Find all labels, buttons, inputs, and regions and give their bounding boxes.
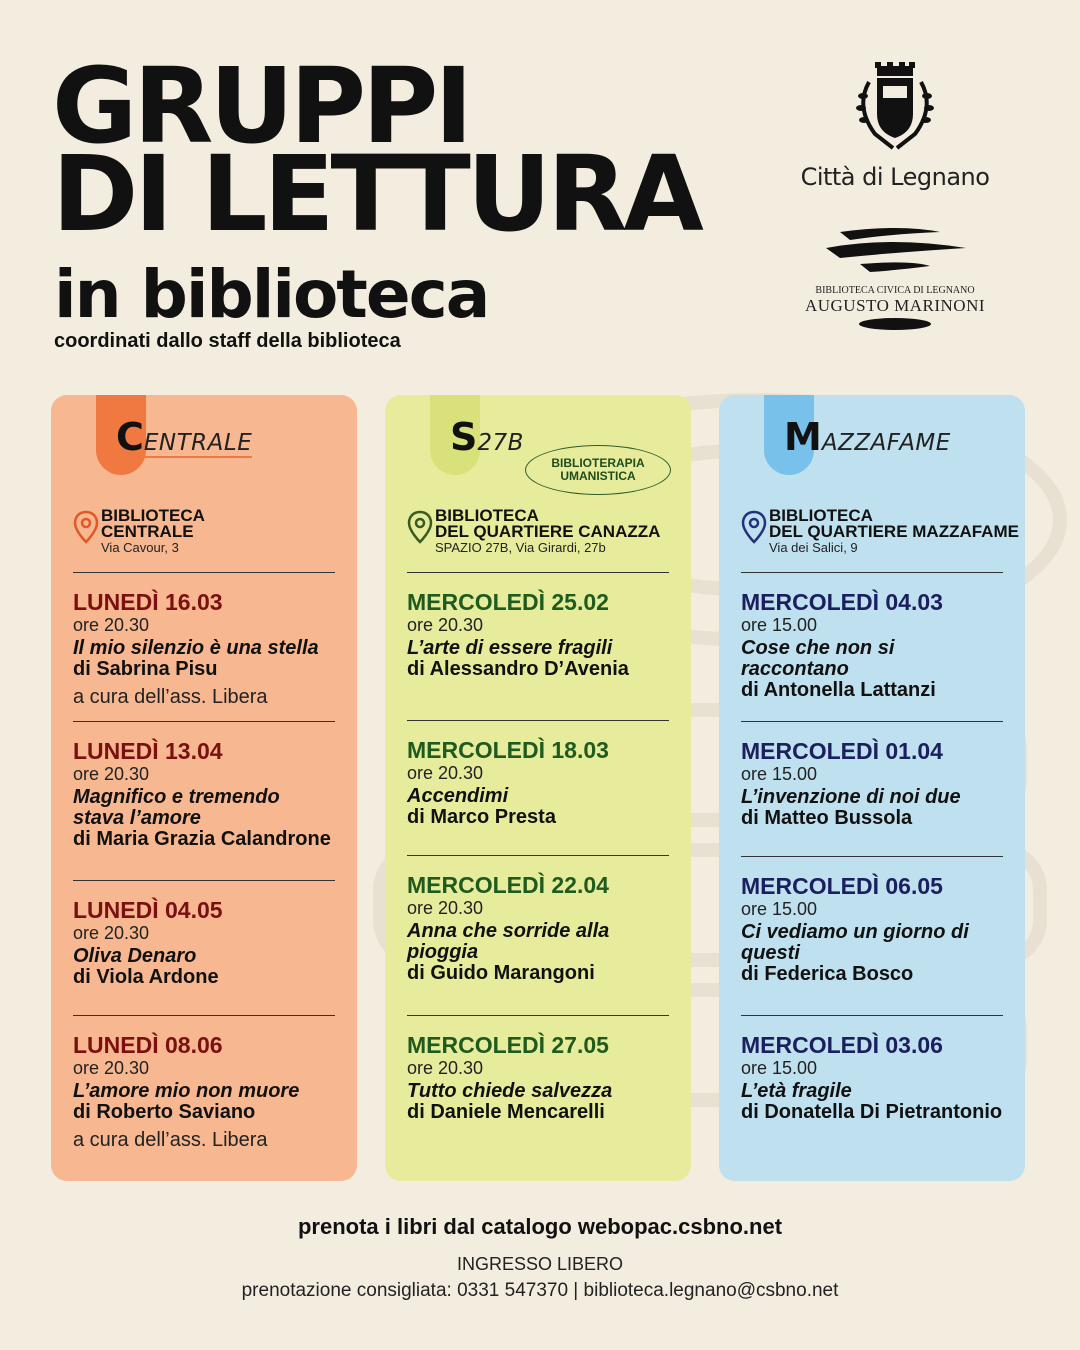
column-mazzafame bbox=[719, 395, 1025, 1181]
column-title-initial: C bbox=[116, 415, 144, 459]
event-date: MERCOLEDÌ 01.04 bbox=[741, 738, 943, 764]
event-item bbox=[741, 572, 1003, 701]
library-name-line1: BIBLIOTECA CIVICA DI LEGNANO bbox=[815, 285, 975, 296]
book-title: Anna che sorride alla pioggia bbox=[407, 920, 610, 963]
event-item bbox=[73, 880, 335, 988]
event-time: ore 20.30 bbox=[73, 923, 150, 943]
location bbox=[405, 508, 687, 555]
event-time: ore 20.30 bbox=[73, 1058, 150, 1078]
event-time: ore 20.30 bbox=[407, 763, 484, 783]
book-title: Magnifico e tremendo stava l’amore bbox=[73, 786, 280, 829]
event-item bbox=[73, 1015, 335, 1152]
title-line-1: GRUPPI bbox=[52, 45, 470, 167]
column-title-rest: 27B bbox=[477, 430, 524, 456]
book-author: di Antonella Lattanzi bbox=[741, 679, 936, 701]
book-title: Accendimi bbox=[407, 785, 509, 807]
book-title: Oliva Denaro bbox=[73, 945, 197, 967]
book-author: di Federica Bosco bbox=[741, 963, 914, 985]
location bbox=[739, 508, 1021, 555]
event-item bbox=[407, 720, 669, 828]
book-title: L’amore mio non muore bbox=[73, 1080, 300, 1102]
footer-entry: INGRESSO LIBERO bbox=[456, 1254, 624, 1274]
location-pin-icon bbox=[405, 510, 435, 544]
event-date: LUNEDÌ 13.04 bbox=[73, 738, 223, 764]
column-title bbox=[450, 415, 524, 459]
event-item bbox=[407, 1015, 669, 1123]
title-line-2: DI LETTURA bbox=[52, 133, 700, 255]
column-centrale bbox=[51, 395, 357, 1181]
book-title: Tutto chiede salvezza bbox=[407, 1080, 613, 1102]
page-title bbox=[52, 45, 700, 255]
event-time: ore 15.00 bbox=[741, 1058, 818, 1078]
footer-contact[interactable]: prenotazione consigliata: 0331 547370 | biblioteca.legnano@csbno.net bbox=[241, 1280, 839, 1301]
location-pin-icon bbox=[71, 510, 101, 544]
event-date: MERCOLEDÌ 18.03 bbox=[407, 737, 609, 763]
event-date: MERCOLEDÌ 03.06 bbox=[741, 1032, 943, 1058]
event-time: ore 20.30 bbox=[73, 615, 150, 635]
event-item bbox=[407, 855, 669, 984]
location bbox=[71, 508, 353, 555]
location-name: BIBLIOTECA DEL QUARTIERE MAZZAFAME bbox=[769, 506, 1019, 541]
event-item bbox=[741, 1015, 1003, 1123]
event-date: MERCOLEDÌ 25.02 bbox=[407, 589, 609, 615]
book-title: Il mio silenzio è una stella bbox=[73, 637, 319, 659]
event-item bbox=[741, 721, 1003, 829]
event-time: ore 20.30 bbox=[407, 898, 484, 918]
book-title: L’età fragile bbox=[741, 1080, 852, 1102]
book-author: di Maria Grazia Calandrone bbox=[73, 828, 331, 850]
book-author: di Alessandro D’Avenia bbox=[407, 658, 629, 680]
event-time: ore 20.30 bbox=[73, 764, 150, 784]
library-logo bbox=[800, 226, 990, 337]
event-date: MERCOLEDÌ 27.05 bbox=[407, 1032, 609, 1058]
event-date: MERCOLEDÌ 04.03 bbox=[741, 589, 943, 615]
book-author: di Roberto Saviano bbox=[73, 1101, 256, 1123]
event-date: MERCOLEDÌ 22.04 bbox=[407, 872, 609, 898]
column-title bbox=[116, 415, 252, 459]
column-title bbox=[784, 415, 951, 459]
event-item bbox=[741, 856, 1003, 985]
book-title: Ci vediamo un giorno di questi bbox=[741, 921, 969, 964]
city-logo bbox=[800, 62, 990, 191]
event-date: LUNEDÌ 08.06 bbox=[73, 1032, 223, 1058]
location-pin-icon bbox=[739, 510, 769, 544]
city-name: Città di Legnano bbox=[800, 163, 990, 191]
book-author: di Matteo Bussola bbox=[741, 807, 913, 829]
column-title-rest: ENTRALE bbox=[143, 430, 253, 456]
library-name-line2: AUGUSTO MARINONI bbox=[804, 296, 986, 315]
event-date: LUNEDÌ 16.03 bbox=[73, 589, 223, 615]
book-title: L’arte di essere fragili bbox=[407, 637, 613, 659]
location-address: Via dei Salici, 9 bbox=[769, 540, 858, 555]
book-title: L’invenzione di noi due bbox=[741, 786, 961, 808]
event-time: ore 20.30 bbox=[407, 1058, 484, 1078]
column-title-rest: AZZAFAME bbox=[821, 430, 951, 456]
book-author: di Donatella Di Pietrantonio bbox=[741, 1101, 1003, 1123]
city-crest-icon bbox=[845, 62, 945, 154]
book-author: di Marco Presta bbox=[407, 806, 556, 828]
book-author: di Sabrina Pisu bbox=[73, 658, 218, 680]
event-time: ore 15.00 bbox=[741, 764, 818, 784]
location-address: Via Cavour, 3 bbox=[101, 540, 179, 555]
event-date: LUNEDÌ 04.05 bbox=[73, 897, 223, 923]
library-wave-icon bbox=[820, 226, 970, 278]
footer-catalog-link[interactable]: prenota i libri dal catalogo webopac.csbno.net bbox=[297, 1214, 783, 1239]
biblioterapia-badge: BIBLIOTERAPIA UMANISTICA bbox=[525, 445, 671, 495]
location-address: SPAZIO 27B, Via Girardi, 27b bbox=[435, 540, 606, 555]
book-title: Cose che non si raccontano bbox=[741, 637, 895, 680]
event-time: ore 20.30 bbox=[407, 615, 484, 635]
event-item bbox=[73, 721, 335, 850]
book-author: di Guido Marangoni bbox=[407, 962, 595, 984]
event-organizer: a cura dell’ass. Libera bbox=[73, 1129, 268, 1151]
event-item bbox=[407, 572, 669, 680]
column-title-initial: M bbox=[784, 415, 822, 459]
event-organizer: a cura dell’ass. Libera bbox=[73, 686, 268, 708]
location-name: BIBLIOTECA DEL QUARTIERE CANAZZA bbox=[435, 506, 661, 541]
event-time: ore 15.00 bbox=[741, 615, 818, 635]
book-author: di Daniele Mencarelli bbox=[407, 1101, 605, 1123]
book-author: di Viola Ardone bbox=[73, 966, 219, 988]
event-date: MERCOLEDÌ 06.05 bbox=[741, 873, 943, 899]
column-s27b bbox=[385, 395, 691, 1181]
location-name: BIBLIOTECA CENTRALE bbox=[101, 506, 205, 541]
column-title-initial: S bbox=[450, 415, 478, 459]
page-tagline: coordinati dallo staff della biblioteca bbox=[54, 330, 401, 352]
event-item bbox=[73, 572, 335, 709]
event-time: ore 15.00 bbox=[741, 899, 818, 919]
page-subtitle: in biblioteca bbox=[54, 256, 489, 333]
library-wave-bottom-icon bbox=[855, 316, 935, 332]
